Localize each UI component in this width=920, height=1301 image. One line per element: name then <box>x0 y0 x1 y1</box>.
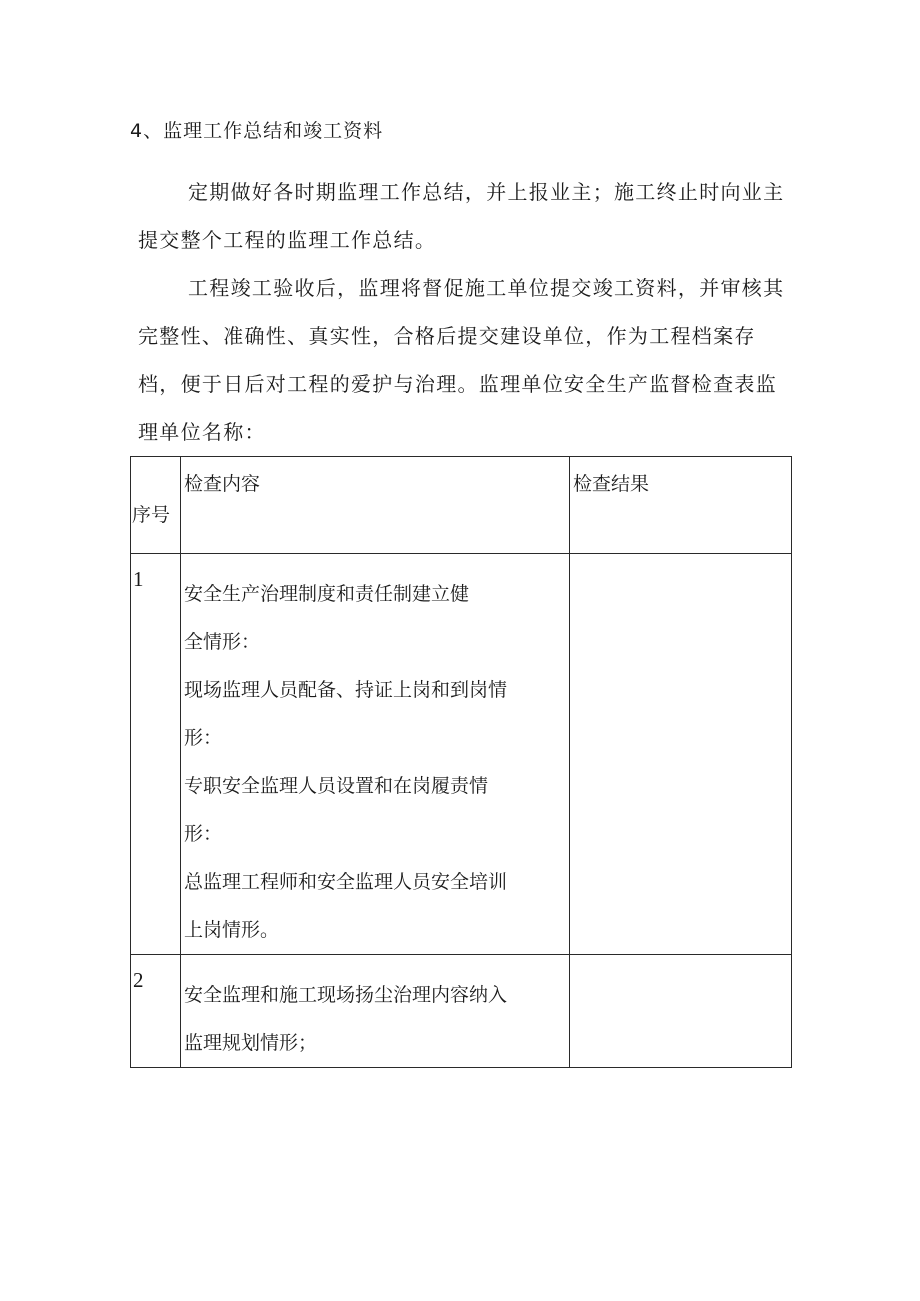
row-number-cell <box>131 554 181 955</box>
row-content-cell <box>181 955 570 1068</box>
content-line: 安全生产治理制度和责任制建立健 <box>184 583 470 605</box>
header-cell-result <box>570 457 792 554</box>
row-number: 2 <box>133 968 144 992</box>
content-line: 总监理工程师和安全监理人员安全培训 <box>184 871 508 893</box>
section-heading: 4、监理工作总结和竣工资料 <box>130 120 384 142</box>
row-number: 1 <box>133 567 144 591</box>
table-row <box>131 955 792 1068</box>
header-result-label: 检查结果 <box>573 473 650 495</box>
content-line: 现场监理人员配备、持证上岗和到岗情 <box>184 679 508 701</box>
content-line: 全情形： <box>184 631 261 653</box>
completion-paragraph: 工程竣工验收后，监理将督促施工单位提交竣工资料，并审核其完整性、准确性、真实性，合格后提交建设单位，作为工程档案存档，便于日后对工程的爱护与治理。监理单位安全生产监督检查表监理单位名称： <box>138 276 785 444</box>
content-line: 监理规划情形； <box>184 1032 318 1054</box>
content-line: 上岗情形。 <box>184 919 280 941</box>
row-result-cell <box>570 554 792 955</box>
row-number-cell <box>131 955 181 1068</box>
row-content-cell <box>181 554 570 955</box>
header-content-label: 检查内容 <box>184 473 261 495</box>
content-line: 专职安全监理人员设置和在岗履责情 <box>184 775 489 797</box>
header-no-label: 序号 <box>132 504 171 526</box>
summary-paragraph: 定期做好各时期监理工作总结，并上报业主；施工终止时向业主提交整个工程的监理工作总结。 <box>138 180 785 252</box>
table-header-row <box>131 457 792 554</box>
content-line: 形： <box>184 727 223 749</box>
header-cell-content <box>181 457 570 554</box>
table-row <box>131 554 792 955</box>
content-line: 形： <box>184 823 223 845</box>
content-line: 安全监理和施工现场扬尘治理内容纳入 <box>184 984 508 1006</box>
header-cell-no <box>131 457 181 554</box>
row-result-cell <box>570 955 792 1068</box>
inspection-table <box>130 456 792 1068</box>
